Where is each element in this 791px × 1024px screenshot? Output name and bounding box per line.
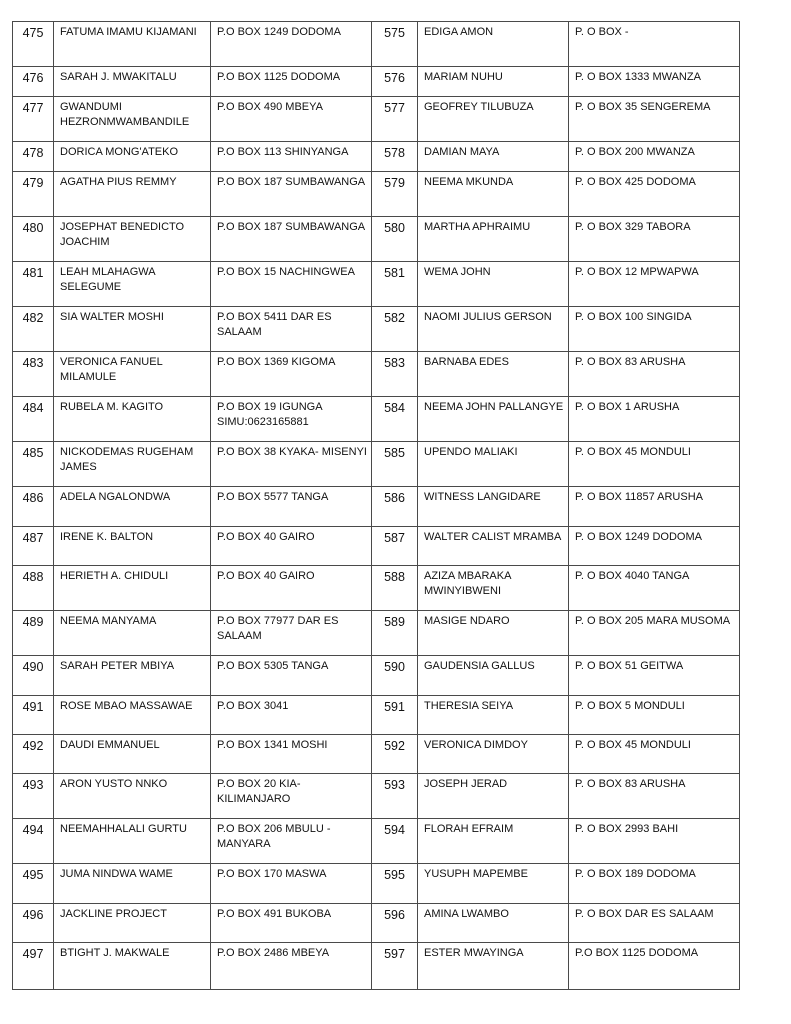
- entry-number: 577: [372, 97, 418, 142]
- entry-number: 484: [13, 397, 54, 442]
- entry-number: 482: [13, 307, 54, 352]
- entry-number: 585: [372, 442, 418, 487]
- entry-address: P. O BOX 1333 MWANZA: [569, 67, 740, 97]
- entry-number: 589: [372, 611, 418, 656]
- entry-address: P.O BOX 113 SHINYANGA: [211, 142, 372, 172]
- table-row: [13, 397, 740, 442]
- entry-address: P.O BOX 40 GAIRO: [211, 566, 372, 611]
- table-row: [13, 611, 740, 656]
- entry-number: 588: [372, 566, 418, 611]
- entry-address: P.O BOX 170 MASWA: [211, 864, 372, 904]
- table-row: [13, 142, 740, 172]
- entry-number: 579: [372, 172, 418, 217]
- entry-number: 475: [13, 22, 54, 67]
- entry-address: P. O BOX 1 ARUSHA: [569, 397, 740, 442]
- table-row: [13, 22, 740, 67]
- entry-address: P.O BOX 3041: [211, 696, 372, 735]
- entry-name: WITNESS LANGIDARE: [418, 487, 569, 527]
- entry-number: 586: [372, 487, 418, 527]
- table-row: [13, 943, 740, 990]
- table-row: [13, 442, 740, 487]
- entry-address: P. O BOX 2993 BAHI: [569, 819, 740, 864]
- entry-address: P.O BOX 19 IGUNGA SIMU:0623165881: [211, 397, 372, 442]
- entry-number: 594: [372, 819, 418, 864]
- entry-name: ARON YUSTO NNKO: [54, 774, 211, 819]
- entry-address: P.O BOX 5305 TANGA: [211, 656, 372, 696]
- entry-name: VERONICA FANUEL MILAMULE: [54, 352, 211, 397]
- entry-address: P.O BOX 1341 MOSHI: [211, 735, 372, 774]
- entry-number: 485: [13, 442, 54, 487]
- entry-number: 496: [13, 904, 54, 943]
- entry-address: P.O BOX 1369 KIGOMA: [211, 352, 372, 397]
- entry-address: P. O BOX 45 MONDULI: [569, 442, 740, 487]
- entry-number: 595: [372, 864, 418, 904]
- entry-address: P.O BOX 15 NACHINGWEA: [211, 262, 372, 307]
- table-row: [13, 487, 740, 527]
- entry-number: 487: [13, 527, 54, 566]
- entry-address: P. O BOX 35 SENGEREMA: [569, 97, 740, 142]
- entry-name: VERONICA DIMDOY: [418, 735, 569, 774]
- entry-address: P. O BOX 5 MONDULI: [569, 696, 740, 735]
- entry-number: 480: [13, 217, 54, 262]
- entry-name: AGATHA PIUS REMMY: [54, 172, 211, 217]
- entry-number: 593: [372, 774, 418, 819]
- entry-address: P. O BOX 1249 DODOMA: [569, 527, 740, 566]
- entry-name: NEEMA JOHN PALLANGYE: [418, 397, 569, 442]
- entry-number: 584: [372, 397, 418, 442]
- roster-table: [12, 21, 740, 990]
- entry-address: P. O BOX 200 MWANZA: [569, 142, 740, 172]
- entry-number: 592: [372, 735, 418, 774]
- entry-name: GAUDENSIA GALLUS: [418, 656, 569, 696]
- entry-name: WEMA JOHN: [418, 262, 569, 307]
- entry-name: MASIGE NDARO: [418, 611, 569, 656]
- entry-number: 490: [13, 656, 54, 696]
- table-row: [13, 735, 740, 774]
- entry-address: P. O BOX 51 GEITWA: [569, 656, 740, 696]
- entry-address: P. O BOX 45 MONDULI: [569, 735, 740, 774]
- table-row: [13, 904, 740, 943]
- entry-number: 483: [13, 352, 54, 397]
- entry-name: DAMIAN MAYA: [418, 142, 569, 172]
- entry-number: 476: [13, 67, 54, 97]
- entry-name: NEEMA MANYAMA: [54, 611, 211, 656]
- entry-address: P. O BOX 83 ARUSHA: [569, 352, 740, 397]
- entry-number: 493: [13, 774, 54, 819]
- entry-name: HERIETH A. CHIDULI: [54, 566, 211, 611]
- table-row: [13, 262, 740, 307]
- entry-number: 497: [13, 943, 54, 990]
- entry-name: FLORAH EFRAIM: [418, 819, 569, 864]
- entry-name: DAUDI EMMANUEL: [54, 735, 211, 774]
- entry-name: GWANDUMI HEZRONMWAMBANDILE: [54, 97, 211, 142]
- entry-name: SARAH J. MWAKITALU: [54, 67, 211, 97]
- entry-name: JOSEPHAT BENEDICTO JOACHIM: [54, 217, 211, 262]
- entry-address: P. O BOX 205 MARA MUSOMA: [569, 611, 740, 656]
- entry-address: P.O BOX 206 MBULU -MANYARA: [211, 819, 372, 864]
- entry-number: 489: [13, 611, 54, 656]
- entry-number: 575: [372, 22, 418, 67]
- entry-address: P.O BOX 1249 DODOMA: [211, 22, 372, 67]
- entry-address: P. O BOX 4040 TANGA: [569, 566, 740, 611]
- table-row: [13, 67, 740, 97]
- entry-name: UPENDO MALIAKI: [418, 442, 569, 487]
- entry-address: P.O BOX 38 KYAKA- MISENYI: [211, 442, 372, 487]
- entry-name: IRENE K. BALTON: [54, 527, 211, 566]
- table-row: [13, 527, 740, 566]
- entry-number: 591: [372, 696, 418, 735]
- entry-number: 488: [13, 566, 54, 611]
- table-row: [13, 696, 740, 735]
- entry-address: P.O BOX 5411 DAR ES SALAAM: [211, 307, 372, 352]
- entry-address: P. O BOX -: [569, 22, 740, 67]
- entry-name: BTIGHT J. MAKWALE: [54, 943, 211, 990]
- entry-address: P.O BOX 187 SUMBAWANGA: [211, 172, 372, 217]
- entry-name: AZIZA MBARAKA MWINYIBWENI: [418, 566, 569, 611]
- entry-number: 477: [13, 97, 54, 142]
- entry-name: DORICA MONG'ATEKO: [54, 142, 211, 172]
- table-row: [13, 864, 740, 904]
- entry-number: 492: [13, 735, 54, 774]
- entry-number: 495: [13, 864, 54, 904]
- entry-name: JUMA NINDWA WAME: [54, 864, 211, 904]
- table-row: [13, 217, 740, 262]
- entry-number: 479: [13, 172, 54, 217]
- entry-address: P.O BOX 1125 DODOMA: [569, 943, 740, 990]
- table-row: [13, 566, 740, 611]
- entry-number: 578: [372, 142, 418, 172]
- entry-address: P.O BOX 491 BUKOBA: [211, 904, 372, 943]
- entry-address: P.O BOX 77977 DAR ES SALAAM: [211, 611, 372, 656]
- entry-name: MARTHA APHRAIMU: [418, 217, 569, 262]
- entry-name: EDIGA AMON: [418, 22, 569, 67]
- entry-address: P. O BOX DAR ES SALAAM: [569, 904, 740, 943]
- entry-name: JACKLINE PROJECT: [54, 904, 211, 943]
- entry-name: SIA WALTER MOSHI: [54, 307, 211, 352]
- entry-number: 491: [13, 696, 54, 735]
- entry-number: 582: [372, 307, 418, 352]
- entry-address: P.O BOX 1125 DODOMA: [211, 67, 372, 97]
- entry-name: ESTER MWAYINGA: [418, 943, 569, 990]
- entry-address: P. O BOX 329 TABORA: [569, 217, 740, 262]
- entry-name: BARNABA EDES: [418, 352, 569, 397]
- entry-number: 590: [372, 656, 418, 696]
- table-row: [13, 97, 740, 142]
- entry-name: ADELA NGALONDWA: [54, 487, 211, 527]
- entry-address: P.O BOX 20 KIA-KILIMANJARO: [211, 774, 372, 819]
- entry-name: THERESIA SEIYA: [418, 696, 569, 735]
- roster-body: [13, 22, 740, 990]
- entry-address: P. O BOX 11857 ARUSHA: [569, 487, 740, 527]
- entry-name: NAOMI JULIUS GERSON: [418, 307, 569, 352]
- entry-number: 576: [372, 67, 418, 97]
- entry-name: RUBELA M. KAGITO: [54, 397, 211, 442]
- entry-number: 581: [372, 262, 418, 307]
- entry-address: P.O BOX 40 GAIRO: [211, 527, 372, 566]
- entry-name: ROSE MBAO MASSAWAE: [54, 696, 211, 735]
- entry-number: 583: [372, 352, 418, 397]
- entry-number: 596: [372, 904, 418, 943]
- entry-name: NEEMA MKUNDA: [418, 172, 569, 217]
- entry-address: P. O BOX 189 DODOMA: [569, 864, 740, 904]
- entry-name: FATUMA IMAMU KIJAMANI: [54, 22, 211, 67]
- entry-name: NICKODEMAS RUGEHAM JAMES: [54, 442, 211, 487]
- entry-address: P.O BOX 187 SUMBAWANGA: [211, 217, 372, 262]
- table-row: [13, 307, 740, 352]
- entry-number: 587: [372, 527, 418, 566]
- entry-name: LEAH MLAHAGWA SELEGUME: [54, 262, 211, 307]
- entry-number: 580: [372, 217, 418, 262]
- entry-address: P. O BOX 425 DODOMA: [569, 172, 740, 217]
- entry-name: AMINA LWAMBO: [418, 904, 569, 943]
- table-row: [13, 172, 740, 217]
- entry-address: P. O BOX 100 SINGIDA: [569, 307, 740, 352]
- table-row: [13, 819, 740, 864]
- entry-name: YUSUPH MAPEMBE: [418, 864, 569, 904]
- entry-name: JOSEPH JERAD: [418, 774, 569, 819]
- entry-name: MARIAM NUHU: [418, 67, 569, 97]
- table-row: [13, 352, 740, 397]
- table-row: [13, 656, 740, 696]
- entry-number: 486: [13, 487, 54, 527]
- entry-address: P. O BOX 12 MPWAPWA: [569, 262, 740, 307]
- entry-address: P.O BOX 5577 TANGA: [211, 487, 372, 527]
- entry-number: 597: [372, 943, 418, 990]
- entry-name: SARAH PETER MBIYA: [54, 656, 211, 696]
- entry-number: 478: [13, 142, 54, 172]
- entry-name: GEOFREY TILUBUZA: [418, 97, 569, 142]
- entry-address: P.O BOX 490 MBEYA: [211, 97, 372, 142]
- entry-address: P.O BOX 2486 MBEYA: [211, 943, 372, 990]
- entry-name: NEEMAHHALALI GURTU: [54, 819, 211, 864]
- entry-name: WALTER CALIST MRAMBA: [418, 527, 569, 566]
- entry-number: 481: [13, 262, 54, 307]
- table-row: [13, 774, 740, 819]
- entry-number: 494: [13, 819, 54, 864]
- entry-address: P. O BOX 83 ARUSHA: [569, 774, 740, 819]
